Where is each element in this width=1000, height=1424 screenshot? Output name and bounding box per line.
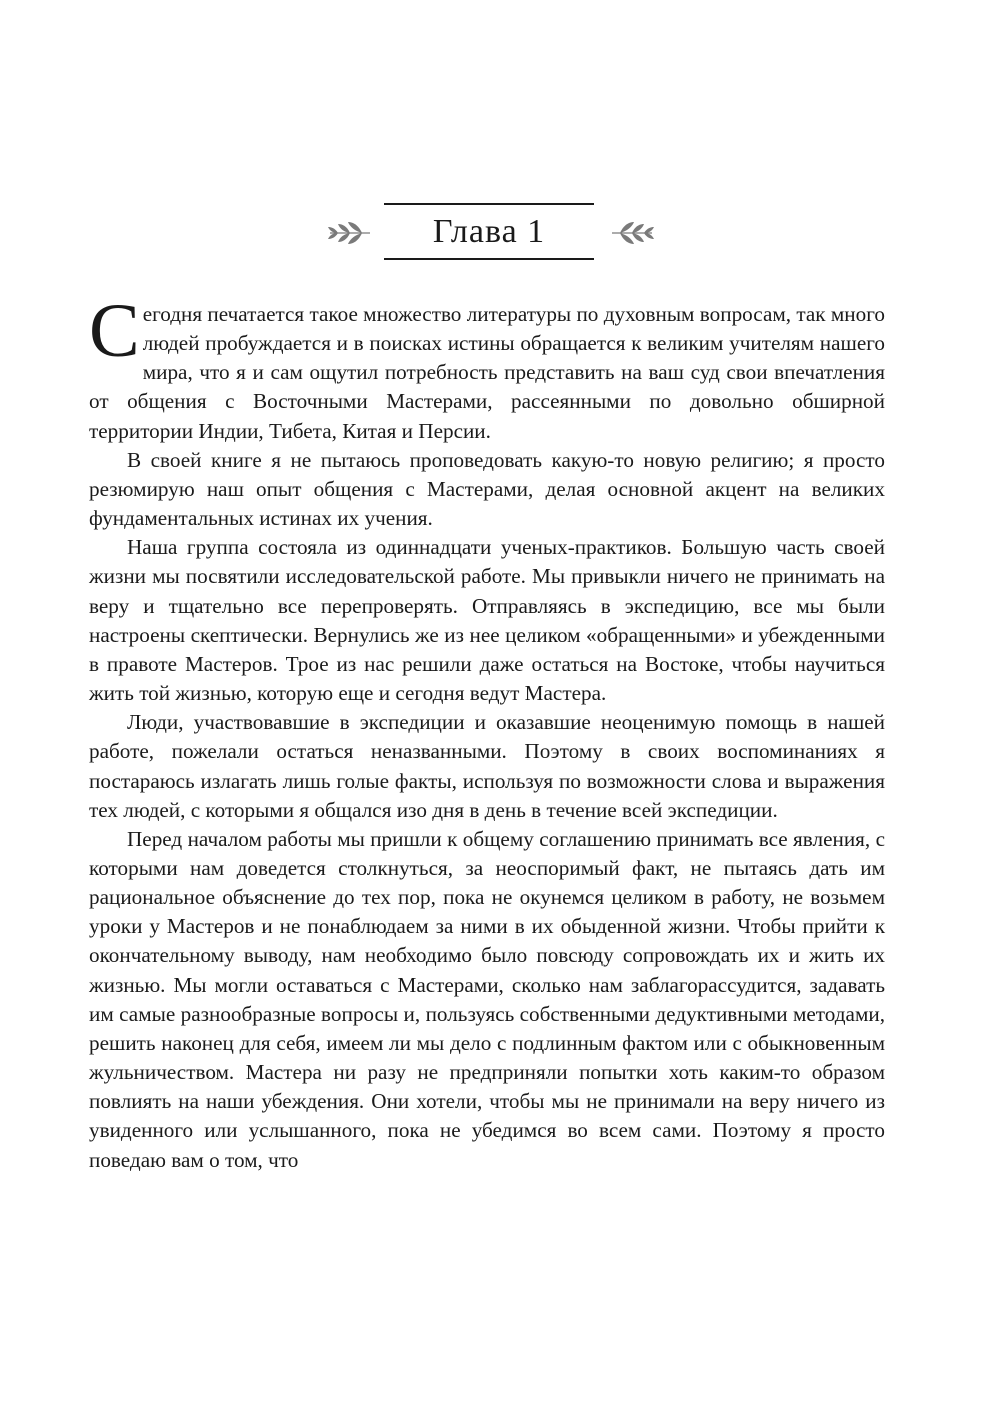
chapter-title: Глава 1 (432, 213, 546, 250)
chapter-body (89, 289, 885, 1175)
laurel-branch-right-icon (610, 216, 656, 250)
paragraph-2: В своей книге я не пытаюсь проповедовать какую-то новую религию; я просто резюмирую наш опыт общения с Мастерами, делая основной акцент на великих фундаментальных истинах их учения. (89, 447, 885, 531)
chapter-rule-bottom (384, 258, 594, 260)
paragraph-3: Наша группа состояла из одиннадцати ученых-практиков. Большую часть своей жизни мы посвятили исследовательской работе. Мы привыкли ничего не принимать на веру и тщательно все перепроверять. Отправляясь в экспедицию, все мы были настроены скептически. Вернулись же из нее целиком «обращенными» и убежденными в правоте Мастеров. Трое из нас решили даже остаться на Востоке, чтобы научиться жить той жизнью, которую еще и сегодня ведут Мастера. (89, 535, 885, 706)
chapter-rule-top (384, 203, 594, 205)
chapter-heading (0, 203, 1000, 265)
laurel-branch-left-icon (326, 216, 372, 250)
paragraph-4: Люди, участвовавшие в экспедиции и оказавшие неоценимую помощь в нашей работе, пожелали остаться неназванными. Поэтому в своих воспоминаниях я постараюсь излагать лишь голые факты, используя по возможности слова и выражения тех людей, с которыми я общался изо дня в день в течение всей экспедиции. (89, 710, 885, 822)
paragraph-5: Перед началом работы мы пришли к общему соглашению принимать все явления, с которыми нам доведется столкнуться, за неоспоримый факт, не пытаясь дать им рациональное объяснение до тех пор, пока не окунемся целиком в работу, не возьмем уроки у Мастеров и не понаблюдаем за ними в их обыденной жизни. Чтобы прийти к окончательному выводу, нам необходимо было повсюду сопровождать их и жить их жизнью. Мы могли оставаться с Мастерами, сколько нам заблагорассудится, задавать им самые разнообразные вопросы и, пользуясь собственными дедуктивными методами, решить наконец для себя, имеем ли мы дело с подлинным фактом или с обыкновенным жульничеством. Мастера ни разу не предприняли попытки хоть каким-то образом повлиять на наши убеждения. Они хотели, чтобы мы не принимали на веру ничего из увиденного или услышанного, пока не убедимся во всем сами. Поэтому я просто поведаю вам о том, что (89, 826, 885, 1172)
paragraph-1-text: егодня печатается такое множество литературы по духовным вопросам, так много людей пробуждается и в поисках истины обращается к великим учителям нашего мира, что я и сам ощутил потребность представить на ваш суд свои впечатления от общения с Восточными Мастерами, рассеянными по довольно обширной территории Индии, Тибета, Китая и Персии. (89, 302, 885, 443)
paragraph-1 (89, 289, 885, 446)
drop-cap: С (89, 289, 140, 373)
